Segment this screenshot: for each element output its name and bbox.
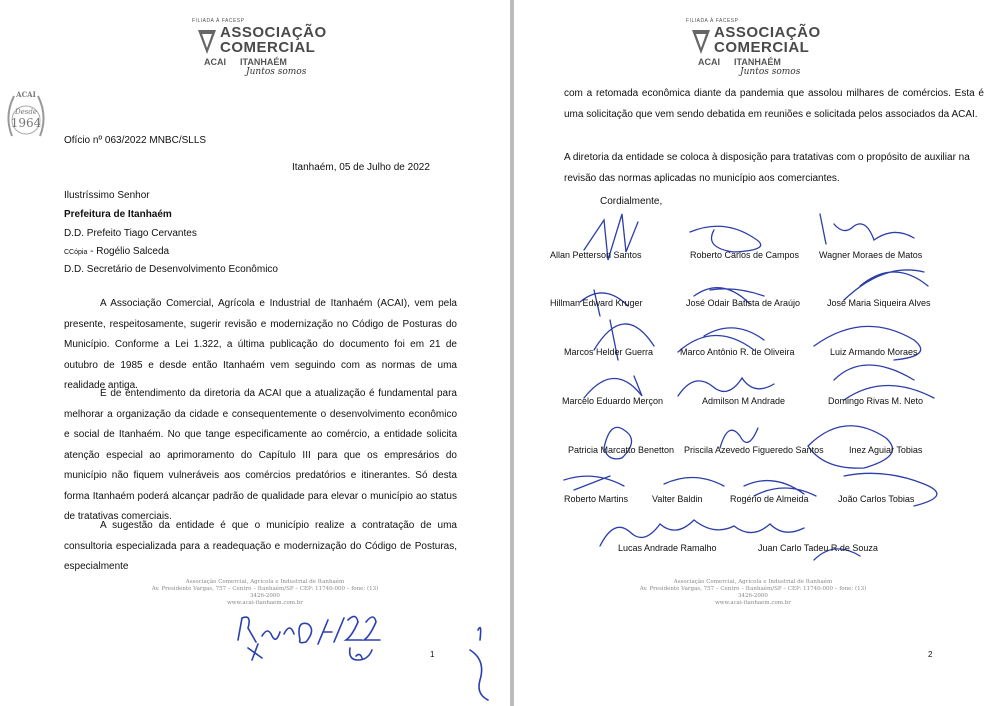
page2-paragraph-1: com a retomada econômica diante da pandemia que assolou milhares de comércios. Esta é uma solicitação que vem sendo debatida em reuniões e solicitada pelos associados da ACAI. — [564, 88, 984, 120]
signatory-name: Patricia Marcatto Benetton — [568, 445, 675, 455]
oficio-number: Ofício nº 063/2022 MNBC/SLLS — [64, 135, 207, 146]
footer-line-2: Av. Presidente Vargas, 757 – Centro – Itanhaém/SP – CEP: 11740-000 – fone: (13) 3426-2000 — [639, 586, 867, 599]
copy-name: - Rogélio Salceda — [87, 246, 170, 257]
logo-mark-icon — [196, 26, 218, 56]
signatory-name: Priscila Azevedo Figueredo Santos — [684, 445, 824, 455]
signatory-name: José Maria Siqueira Alves — [827, 298, 931, 308]
logo-line1: ASSOCIAÇÃO — [714, 24, 821, 41]
mayor-line: D.D. Prefeito Tiago Cervantes — [64, 228, 197, 239]
signatory-name: Juan Carlo Tadeu R.de Souza — [758, 543, 878, 553]
footer-page-2 — [638, 579, 868, 607]
letter-date: Itanhaém, 05 de Julho de 2022 — [292, 162, 430, 173]
signatory-name: Roberto Martins — [564, 494, 629, 504]
footer-line-3: www.acai-itanhaem.com.br — [715, 600, 791, 606]
seal-text: Desde — [15, 108, 37, 116]
logo-slogan: Juntos somos — [740, 67, 801, 77]
footer-line-2: Av. Presidente Vargas, 757 – Centro – Itanhaém/SP – CEP: 11740-000 – fone: (13) 3426-2000 — [151, 586, 379, 599]
recipient: Prefeitura de Itanhaém — [64, 209, 172, 220]
copy-line — [64, 246, 169, 259]
logo-itanhaem: ITANHAÉM — [734, 57, 781, 67]
logo-slogan: Juntos somos — [246, 67, 307, 77]
copy-label: CCópia — [64, 249, 88, 256]
signatory-name: Marcelo Eduardo Merçon — [562, 396, 664, 406]
footer-page-1 — [150, 579, 380, 607]
logo-line2: COMERCIAL — [220, 39, 316, 56]
acai-logo-page-2 — [686, 18, 846, 80]
signatory-name: Roberto Carlos de Campos — [690, 250, 800, 260]
logo-line1: ASSOCIAÇÃO — [220, 24, 327, 41]
paragraph-3: A sugestão da entidade é que o município realize a contratação de uma consultoria especializada para a readequação e modernização do Código de Posturas, especialmente — [64, 520, 457, 572]
footer-line-3: www.acai-itanhaem.com.br — [227, 600, 303, 606]
signatory-name: Rogério de Almeida — [730, 494, 809, 504]
footer-line-1: Associação Comercial, Agrícola e Industrial de Itanhaém — [185, 579, 345, 585]
logo-itanhaem: ITANHAÉM — [240, 57, 287, 67]
signatory-name: Wagner Moraes de Matos — [819, 250, 923, 260]
logo-acai: ACAI — [698, 57, 720, 67]
signatory-name: Domingo Rivas M. Neto — [828, 396, 924, 406]
signatory-name: José Odair Batista de Araújo — [686, 298, 801, 308]
signatory-name: João Carlos Tobias — [838, 494, 915, 504]
signatory-name: Luiz Armando Moraes — [830, 347, 918, 357]
logo-mark-icon — [690, 26, 712, 56]
logo-acai: ACAI — [204, 57, 226, 67]
signatory-name: Hillman Edward Kruger — [550, 298, 643, 308]
footer-line-1: Associação Comercial, Agrícola e Industrial de Itanhaém — [673, 579, 833, 585]
seal-top: ACAI — [16, 90, 36, 99]
paragraph-1: A Associação Comercial, Agrícola e Industrial de Itanhaém (ACAI), vem pela presente, respeitosamente, sugerir revisão e modernização no Código de Posturas do Município. Conforme a Lei 1.322, a última publicação do documento foi em 21 de outubro de 1985 e desde então Itanhaém vem seguindo com as normas de uma realidade antiga. — [64, 298, 457, 391]
salutation: Ilustríssimo Senhor — [64, 190, 150, 201]
page-number-2: 2 — [928, 650, 933, 659]
acai-logo — [192, 18, 352, 80]
logo-small-text: FILIADA À FACESP — [192, 18, 245, 24]
signatory-name: Admilson M Andrade — [702, 396, 786, 406]
logo-line2: COMERCIAL — [714, 39, 810, 56]
secretary-line: D.D. Secretário de Desenvolvimento Econômico — [64, 264, 278, 275]
paragraph-2: É de entendimento da diretoria da ACAI que a atualização é fundamental para melhorar a organização da cidade e consequentemente o desenvolvimento econômico e social de Itanhaém. No que tange especificamente ao comércio, a entidade solicita atenção especial ao aprimoramento do Capítulo III para que os empresários do município não fiquem vulneráveis aos comércios predatórios e itinerantes. Só desta forma Itanhaém poderá alcançar padrão de qualidade para elevar o município ao status de tratativas comerciais. — [64, 388, 457, 522]
logo-small-text: FILIADA À FACESP — [686, 18, 739, 24]
signatory-name: Marco Antônio R. de Oliveira — [680, 347, 795, 357]
signatory-name: Lucas Andrade Ramalho — [618, 543, 717, 553]
page-number-1: 1 — [430, 650, 435, 659]
signatory-name: Inez Aguiar Tobias — [849, 445, 923, 455]
closing: Cordialmente, — [600, 196, 663, 207]
signatory-name: Valter Baldin — [652, 494, 703, 504]
signatory-name: Marcos Helder Guerra — [564, 347, 654, 357]
seal-year: 1964 — [10, 116, 42, 130]
acai-seal — [4, 86, 48, 144]
signatory-name: Allan Petterson Santos — [550, 250, 642, 260]
page2-paragraph-2: A diretoria da entidade se coloca à disposição para tratativas com o propósito de auxiliar na revisão das normas aplicadas no município aos comerciantes. — [564, 152, 970, 184]
letter-page-2 — [514, 0, 1000, 706]
